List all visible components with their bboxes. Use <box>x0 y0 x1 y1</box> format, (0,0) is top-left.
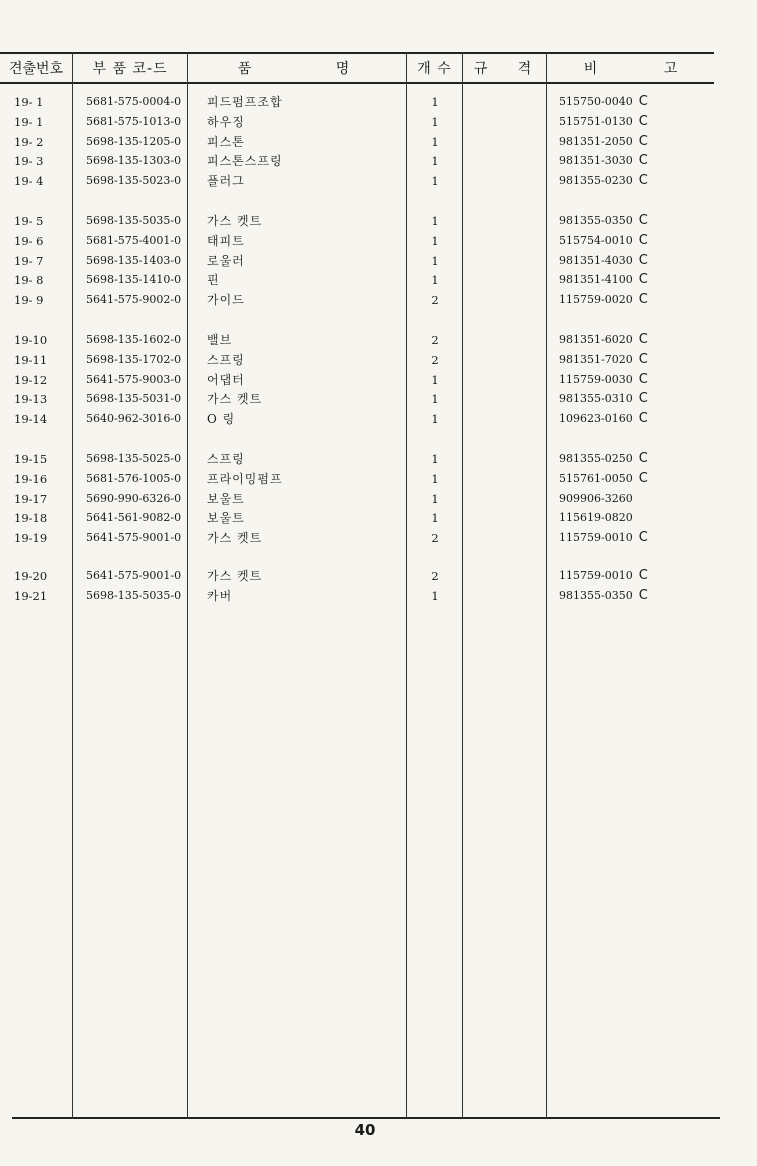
cell-name: 밸브 <box>207 333 233 347</box>
cell-qty: 1 <box>431 214 439 228</box>
table-row <box>0 389 757 409</box>
cell-no: 19-17 <box>14 491 48 506</box>
remarks-flag: C <box>638 391 648 407</box>
cell-spec <box>466 92 546 112</box>
remarks-code: 981351-4030 <box>559 253 633 267</box>
table-row <box>0 112 757 132</box>
cell-code: 5698-135-1702-0 <box>86 352 182 366</box>
cell-name: 피스톤스프링 <box>207 154 283 169</box>
header-part-name-a: 품 <box>237 61 253 77</box>
table-row <box>0 528 757 548</box>
remarks-flag: C <box>638 133 648 149</box>
cell-qty: 2 <box>431 352 439 367</box>
table-row <box>0 508 757 528</box>
cell-remarks <box>559 251 699 271</box>
header-remarks-a: 비 <box>583 61 599 77</box>
table-row <box>0 586 757 606</box>
remarks-code: 981355-0350 <box>559 588 633 602</box>
cell-spec <box>466 489 546 509</box>
remarks-code: 981355-0310 <box>559 392 633 406</box>
table-row <box>0 489 757 509</box>
cell-qty: 1 <box>431 174 439 189</box>
cell-code: 5640-962-3016-0 <box>86 412 182 426</box>
cell-remarks <box>559 370 699 390</box>
remarks-code: 981351-3030 <box>559 154 633 168</box>
remarks-flag: C <box>638 332 648 347</box>
cell-no: 19-16 <box>14 471 48 486</box>
remarks-code: 981351-7020 <box>559 352 633 366</box>
cell-name: 어댑터 <box>207 372 245 387</box>
cell-name: 가스 켓트 <box>207 392 263 407</box>
table-row <box>0 290 757 310</box>
remarks-flag: C <box>638 252 648 268</box>
cell-remarks <box>559 528 699 548</box>
cell-spec <box>466 528 546 548</box>
cell-name: 플러그 <box>207 174 245 189</box>
table-row <box>0 566 757 586</box>
cell-name: 스프링 <box>207 452 245 466</box>
table-row <box>0 330 757 350</box>
cell-code: 5641-575-9001-0 <box>86 569 182 582</box>
table-row <box>0 132 757 152</box>
cell-remarks <box>559 469 699 489</box>
remarks-flag: C <box>638 411 648 427</box>
cell-remarks <box>559 151 699 171</box>
cell-name: 가스 켓트 <box>207 531 263 546</box>
cell-qty: 1 <box>431 372 439 387</box>
cell-spec <box>466 566 546 586</box>
remarks-code: 981351-4100 <box>559 273 633 287</box>
cell-spec <box>466 231 546 251</box>
cell-spec <box>466 330 546 350</box>
cell-spec <box>466 112 546 132</box>
remarks-flag: C <box>638 94 648 109</box>
cell-spec <box>466 508 546 528</box>
remarks-code: 109623-0160 <box>559 412 633 426</box>
cell-name: 핀 <box>207 273 220 288</box>
cell-qty: 2 <box>431 569 439 583</box>
cell-qty: 1 <box>431 452 439 466</box>
cell-no: 19-19 <box>14 531 48 546</box>
cell-name: 보울트 <box>207 511 245 526</box>
cell-spec <box>466 132 546 152</box>
cell-qty: 1 <box>431 471 439 486</box>
table-row <box>0 92 757 112</box>
cell-spec <box>466 211 546 231</box>
remarks-code: 909906-3260 <box>559 491 633 505</box>
cell-qty: 2 <box>431 531 439 546</box>
table-row <box>0 231 757 251</box>
table-row <box>0 409 757 429</box>
cell-no: 19- 1 <box>14 114 44 129</box>
cell-qty: 2 <box>431 293 439 308</box>
cell-no: 19-18 <box>14 511 48 526</box>
cell-code: 5698-135-5025-0 <box>86 452 182 465</box>
table-row <box>0 270 757 290</box>
cell-remarks <box>559 92 699 112</box>
cell-qty: 1 <box>431 134 439 149</box>
table-row <box>0 350 757 370</box>
cell-code: 5641-575-9003-0 <box>86 372 182 386</box>
remarks-code: 115619-0820 <box>559 511 633 525</box>
cell-code: 5681-576-1005-0 <box>86 471 182 485</box>
header-remarks-b: 고 <box>663 61 679 77</box>
cell-code: 5698-135-1410-0 <box>86 273 182 287</box>
remarks-code: 115759-0010 <box>559 531 633 545</box>
cell-qty: 1 <box>431 253 439 268</box>
cell-no: 19- 1 <box>14 95 44 109</box>
cell-spec <box>466 586 546 606</box>
remarks-flag: C <box>638 451 648 466</box>
cell-name: 스프링 <box>207 352 245 367</box>
table-row <box>0 171 757 191</box>
cell-remarks <box>559 330 699 350</box>
remarks-flag: C <box>638 272 648 288</box>
cell-remarks <box>559 350 699 370</box>
cell-no: 19-12 <box>14 372 48 387</box>
cell-spec <box>466 171 546 191</box>
cell-spec <box>466 409 546 429</box>
cell-name: 보울트 <box>207 491 245 506</box>
cell-qty: 1 <box>431 154 439 169</box>
remarks-flag: C <box>638 587 648 603</box>
cell-no: 19- 8 <box>14 273 44 288</box>
cell-spec <box>466 251 546 271</box>
cell-code: 5698-135-5023-0 <box>86 174 182 188</box>
table-row <box>0 370 757 390</box>
cell-no: 19- 5 <box>14 214 44 228</box>
remarks-code: 515761-0050 <box>559 471 633 485</box>
remarks-flag: C <box>638 351 648 367</box>
cell-name: 가이드 <box>207 293 245 308</box>
cell-no: 19-20 <box>14 569 48 583</box>
remarks-flag: C <box>638 113 648 129</box>
cell-remarks <box>559 270 699 290</box>
cell-name: 가스 켓트 <box>207 569 263 583</box>
header-top-rule <box>0 52 714 54</box>
remarks-code: 515751-0130 <box>559 114 633 128</box>
cell-remarks <box>559 586 699 606</box>
remarks-flag: C <box>638 470 648 486</box>
remarks-flag: C <box>638 232 648 248</box>
cell-qty: 1 <box>431 273 439 288</box>
cell-spec <box>466 449 546 469</box>
remarks-code: 981355-0230 <box>559 174 633 188</box>
cell-code: 5690-990-6326-0 <box>86 491 182 505</box>
remarks-code: 981351-2050 <box>559 134 633 148</box>
remarks-flag: C <box>638 173 648 189</box>
remarks-code: 981355-0250 <box>559 452 633 465</box>
cell-code: 5698-135-1303-0 <box>86 154 182 168</box>
remarks-code: 515754-0010 <box>559 233 633 247</box>
cell-no: 19- 4 <box>14 174 44 189</box>
cell-remarks <box>559 112 699 132</box>
header-part-name-b: 명 <box>335 61 351 77</box>
cell-remarks <box>559 449 699 469</box>
table-row <box>0 211 757 231</box>
header-spec-a: 규 <box>473 61 489 77</box>
cell-qty: 1 <box>431 491 439 506</box>
remarks-code: 115759-0010 <box>559 569 633 582</box>
cell-no: 19-21 <box>14 588 48 603</box>
cell-qty: 1 <box>431 511 439 526</box>
remarks-code: 981351-6020 <box>559 333 633 346</box>
cell-qty: 1 <box>431 233 439 248</box>
cell-remarks <box>559 132 699 152</box>
cell-code: 5641-575-9002-0 <box>86 293 182 307</box>
remarks-code: 515750-0040 <box>559 95 633 108</box>
cell-no: 19- 3 <box>14 154 44 169</box>
cell-spec <box>466 469 546 489</box>
remarks-flag: C <box>638 213 648 228</box>
cell-no: 19- 2 <box>14 134 44 149</box>
cell-code: 5698-135-5035-0 <box>86 214 182 227</box>
cell-name: 피스톤 <box>207 134 245 149</box>
cell-remarks <box>559 171 699 191</box>
cell-code: 5641-575-9001-0 <box>86 531 182 545</box>
cell-no: 19- 9 <box>14 293 44 308</box>
cell-spec <box>466 370 546 390</box>
cell-code: 5681-575-0004-0 <box>86 95 182 108</box>
cell-qty: 1 <box>431 95 439 109</box>
cell-remarks <box>559 231 699 251</box>
cell-qty: 1 <box>431 588 439 603</box>
remarks-flag: C <box>638 153 648 169</box>
cell-qty: 1 <box>431 412 439 427</box>
cell-remarks <box>559 489 699 509</box>
cell-code: 5681-575-1013-0 <box>86 114 182 128</box>
cell-no: 19-14 <box>14 412 48 427</box>
cell-no: 19-15 <box>14 452 48 466</box>
cell-code: 5681-575-4001-0 <box>86 233 182 247</box>
table-row <box>0 449 757 469</box>
remarks-flag: C <box>638 530 648 546</box>
cell-no: 19-11 <box>14 352 48 367</box>
header-quantity: 개 수 <box>417 61 452 77</box>
remarks-code: 115759-0030 <box>559 372 633 386</box>
header-bottom-rule <box>0 82 714 84</box>
table-bottom-rule <box>12 1117 720 1119</box>
cell-no: 19-10 <box>14 333 48 347</box>
remarks-flag: C <box>638 371 648 387</box>
remarks-code: 115759-0020 <box>559 293 633 307</box>
cell-remarks <box>559 389 699 409</box>
cell-remarks <box>559 290 699 310</box>
header-spec-b: 격 <box>517 61 533 77</box>
cell-qty: 2 <box>431 333 439 347</box>
cell-no: 19- 7 <box>14 253 44 268</box>
cell-spec <box>466 290 546 310</box>
cell-spec <box>466 389 546 409</box>
cell-name: 프라이밍펌프 <box>207 471 283 486</box>
cell-remarks <box>559 409 699 429</box>
table-row <box>0 251 757 271</box>
cell-name: 가스 켓트 <box>207 214 263 228</box>
cell-name: 로울러 <box>207 253 245 268</box>
cell-remarks <box>559 211 699 231</box>
cell-code: 5641-561-9082-0 <box>86 511 182 525</box>
cell-remarks <box>559 566 699 586</box>
cell-code: 5698-135-5031-0 <box>86 392 182 406</box>
remarks-code: 981355-0350 <box>559 214 633 227</box>
remarks-flag: C <box>638 568 648 583</box>
cell-remarks <box>559 508 699 528</box>
cell-code: 5698-135-5035-0 <box>86 588 182 602</box>
remarks-flag: C <box>638 292 648 308</box>
cell-name: O 링 <box>207 412 236 427</box>
cell-no: 19-13 <box>14 392 48 407</box>
cell-name: 태피트 <box>207 233 245 248</box>
cell-code: 5698-135-1205-0 <box>86 134 182 148</box>
header-ref-number: 견출번호 <box>8 61 64 77</box>
table-row <box>0 151 757 171</box>
cell-no: 19- 6 <box>14 233 44 248</box>
cell-qty: 1 <box>431 114 439 129</box>
header-part-code: 부 품 코-드 <box>92 61 168 77</box>
page-number: 40 <box>354 1121 376 1139</box>
cell-name: 피드펌프조합 <box>207 95 283 109</box>
cell-code: 5698-135-1602-0 <box>86 333 182 346</box>
cell-code: 5698-135-1403-0 <box>86 253 182 267</box>
cell-name: 카버 <box>207 588 233 603</box>
cell-spec <box>466 270 546 290</box>
cell-spec <box>466 151 546 171</box>
table-row <box>0 469 757 489</box>
cell-name: 하우징 <box>207 114 245 129</box>
cell-qty: 1 <box>431 392 439 407</box>
cell-spec <box>466 350 546 370</box>
